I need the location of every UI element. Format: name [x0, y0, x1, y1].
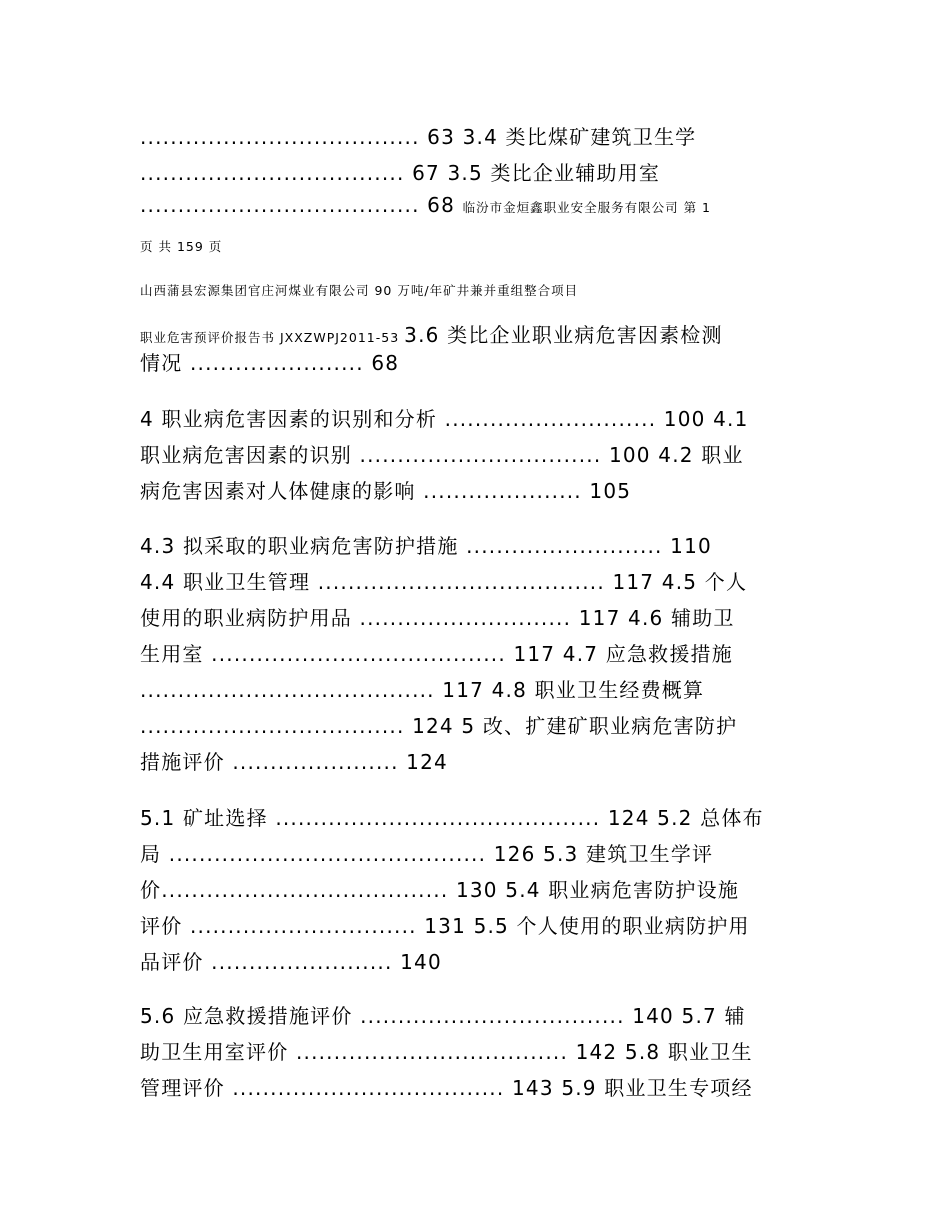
toc-line: ................................... 67 3.5 类比企业辅助用室 — [140, 161, 661, 185]
toc-line-with-footer — [140, 193, 711, 217]
toc-line-with-header — [140, 319, 723, 348]
toc-line: 管理评价 .................................... 143 5.9 职业卫生专项经 — [140, 1076, 753, 1100]
toc-line: 情况 ....................... 68 — [140, 351, 400, 375]
toc-entry: ..................................... 68 — [140, 193, 463, 217]
toc-line: 品评价 ........................ 140 — [140, 950, 442, 974]
toc-line: 价...................................... 130 5.4 职业病危害防护设施 — [140, 878, 740, 902]
page-footer-count: 页 共 159 页 — [140, 239, 223, 254]
toc-line: 5.6 应急救援措施评价 ................................... 140 5.7 辅 — [140, 1004, 746, 1028]
toc-line: 生用室 ....................................... 117 4.7 应急救援措施 — [140, 642, 733, 666]
toc-line: 4.3 拟采取的职业病危害防护措施 .......................... 110 — [140, 534, 712, 558]
toc-line: 使用的职业病防护用品 ............................ 117 4.6 辅助卫 — [140, 606, 735, 630]
toc-entry: 3.6 类比企业职业病危害因素检测 — [404, 323, 723, 347]
toc-line: ....................................... 117 4.8 职业卫生经费概算 — [140, 678, 705, 702]
toc-line: 4.4 职业卫生管理 ...................................... 117 4.5 个人 — [140, 570, 748, 594]
toc-line: 病危害因素对人体健康的影响 ..................... 105 — [140, 479, 632, 503]
toc-line: 5.1 矿址选择 ........................................... 124 5.2 总体布 — [140, 806, 764, 830]
page-footer-company: 临汾市金烜鑫职业安全服务有限公司 第 1 — [462, 200, 711, 215]
toc-line: ................................... 124 5 改、扩建矿职业病危害防护 — [140, 714, 738, 738]
toc-line: 职业病危害因素的识别 ................................ 100 4.2 职业 — [140, 443, 744, 467]
page-header-project: 山西蒲县宏源集团官庄河煤业有限公司 90 万吨/年矿井兼并重组整合项目 — [140, 283, 579, 298]
toc-line: 局 .......................................... 126 5.3 建筑卫生学评 — [140, 842, 714, 866]
page-header-report: 职业危害预评价报告书 JXXZWPJ2011-53 — [140, 330, 405, 345]
toc-line: 助卫生用室评价 .................................... 142 5.8 职业卫生 — [140, 1040, 753, 1064]
toc-line: 措施评价 ...................... 124 — [140, 750, 448, 774]
toc-line: 4 职业病危害因素的识别和分析 ............................ 100 4.1 — [140, 407, 749, 431]
toc-line: ..................................... 63 3.4 类比煤矿建筑卫生学 — [140, 125, 697, 149]
toc-line: 评价 .............................. 131 5.5 个人使用的职业病防护用 — [140, 914, 750, 938]
